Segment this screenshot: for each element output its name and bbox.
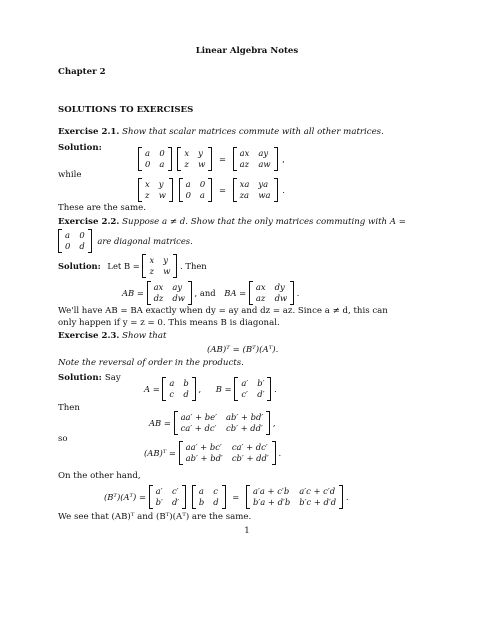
exercise-2-1 bbox=[58, 127, 384, 137]
page-title: Linear Algebra Notes bbox=[195, 46, 299, 56]
solution-label: Solution: bbox=[58, 143, 102, 153]
exercise-2-2 bbox=[58, 217, 406, 227]
while-label: while bbox=[58, 170, 82, 180]
section-heading: SOLUTIONS TO EXERCISES bbox=[58, 105, 194, 115]
exercise-label: Exercise 2.2. bbox=[58, 217, 120, 227]
same-text: These are the same. bbox=[58, 203, 146, 213]
chapter-heading: Chapter 2 bbox=[58, 67, 106, 77]
exercise-statement: Show that scalar matrices commute with all other matrices. bbox=[122, 127, 384, 137]
solution-label: Solution: Say bbox=[58, 373, 121, 383]
equation-ab-transpose: (AB)ᵀ = aa′ + bc′ ca′ + dc′ ab′ + bd′ cb′ + dd′ . bbox=[144, 442, 282, 463]
exercise-statement: Show that bbox=[122, 331, 167, 341]
page-number: 1 bbox=[244, 526, 250, 536]
exercise-2-2-cont: a 0 0 d are diagonal matrices. bbox=[58, 229, 193, 253]
paragraph-line: We'll have AB = BA exactly when dy = ay and dz = az. Since a ≠ d, this can bbox=[58, 306, 388, 316]
equation-ab-ba: AB = ax ay dz dw , and BA = ax dy az dw . bbox=[122, 282, 300, 303]
exercise-statement: Suppose a ≠ d. Show that the only matrices commuting with A = bbox=[122, 217, 406, 227]
then-label: Then bbox=[58, 403, 80, 413]
other-hand-text: On the other hand, bbox=[58, 471, 141, 481]
solution-let: Solution: Let B = x y z w . Then bbox=[58, 255, 207, 276]
so-label: so bbox=[58, 434, 68, 444]
exercise-2-3 bbox=[58, 331, 166, 341]
transpose-formula: (AB)ᵀ = (Bᵀ)(Aᵀ). bbox=[207, 345, 279, 355]
equation-scalar-left: a 0 0 a x y z w = ax ay az aw , bbox=[138, 147, 289, 171]
equation-define-ab: A = a b c d , B = a′ b′ c′ d′ . bbox=[144, 378, 277, 399]
exercise-label: Exercise 2.1. bbox=[58, 127, 120, 137]
conclusion-text: We see that (AB)ᵀ and (Bᵀ)(Aᵀ) are the same. bbox=[58, 512, 252, 522]
equation-scalar-right: x y z w a 0 0 a = xa ya za wa . bbox=[138, 178, 289, 202]
paragraph-line: only happen if y = z = 0. This means B is diagonal. bbox=[58, 318, 280, 328]
note-text: Note the reversal of order in the products. bbox=[58, 358, 244, 368]
exercise-label: Exercise 2.3. bbox=[58, 331, 120, 341]
equation-bt-at: (Bᵀ)(Aᵀ) = a′ c′ b′ d′ a c b d = a′a + c′b a′c + c′d b′a + d′b b′c + d′d . bbox=[104, 486, 349, 507]
equation-product-ab: AB = aa′ + be′ ab′ + bd′ ca′ + dc′ cb′ + dd′ , bbox=[149, 412, 276, 433]
